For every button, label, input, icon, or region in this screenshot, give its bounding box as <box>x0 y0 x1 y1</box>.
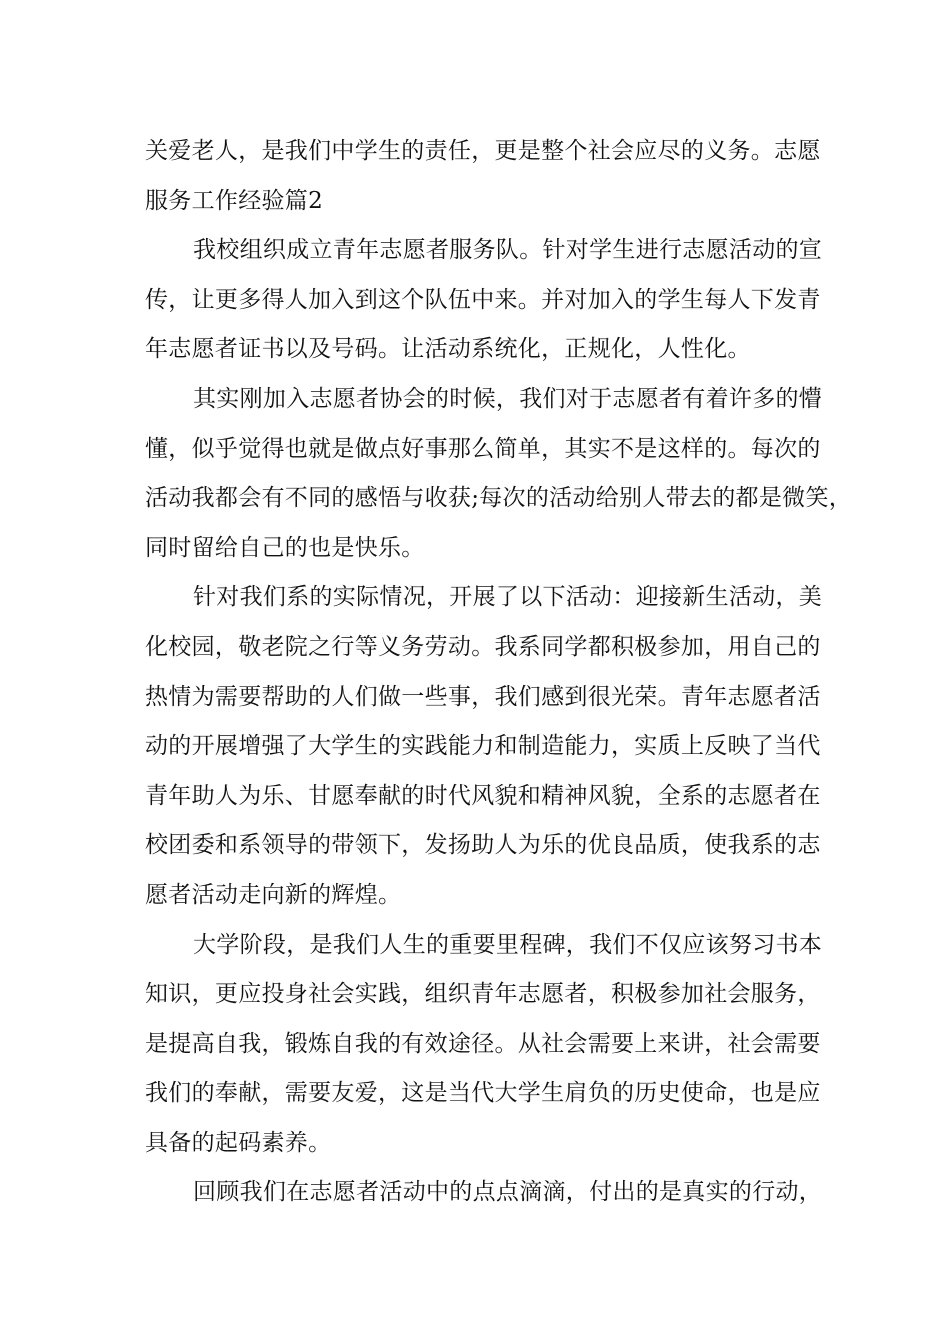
text-line: 愿者活动走向新的辉煌。 <box>145 881 402 908</box>
text-line: 动的开展增强了大学生的实践能力和制造能力，实质上反映了当代 <box>145 733 821 760</box>
text-line: 校团委和系领导的带领下，发扬助人为乐的优良品质，使我系的志 <box>145 832 821 859</box>
text-line: 针对我们系的实际情况，开展了以下活动：迎接新生活动，美 <box>193 584 823 611</box>
text-line: 我校组织成立青年志愿者服务队。针对学生进行志愿活动的宣 <box>193 237 823 264</box>
text-line: 我们的奉献，需要友爱，这是当代大学生肩负的历史使命，也是应 <box>145 1080 821 1107</box>
text-line: 关爱老人，是我们中学生的责任，更是整个社会应尽的义务。志愿 <box>145 138 821 164</box>
text-line: 活动我都会有不同的感悟与收获;每次的活动给别人带去的都是微笑， <box>145 485 853 512</box>
text-line: 化校园，敬老院之行等义务劳动。我系同学都积极参加，用自己的 <box>145 633 821 660</box>
text-line: 服务工作经验篇2 <box>145 187 324 214</box>
text-line: 知识，更应投身社会实践，组织青年志愿者，积极参加社会服务， <box>145 981 821 1008</box>
text-line: 青年助人为乐、甘愿奉献的时代风貌和精神风貌，全系的志愿者在 <box>145 782 821 809</box>
text-line: 年志愿者证书以及号码。让活动系统化，正规化，人性化。 <box>145 336 751 363</box>
text-line: 懂，似乎觉得也就是做点好事那么简单，其实不是这样的。每次的 <box>145 435 821 462</box>
text-line: 热情为需要帮助的人们做一些事，我们感到很光荣。青年志愿者活 <box>145 683 821 710</box>
text-line: 回顾我们在志愿者活动中的点点滴滴，付出的是真实的行动， <box>193 1179 823 1206</box>
text-line: 是提高自我，锻炼自我的有效途径。从社会需要上来讲，社会需要 <box>145 1030 821 1057</box>
text-line: 其实刚加入志愿者协会的时候，我们对于志愿者有着许多的懵 <box>193 385 823 412</box>
text-line: 传，让更多得人加入到这个队伍中来。并对加入的学生每人下发青 <box>145 286 821 313</box>
text-line: 具备的起码素养。 <box>145 1129 332 1156</box>
text-line: 大学阶段，是我们人生的重要里程碑，我们不仅应该努习书本 <box>193 931 823 958</box>
document-body <box>145 127 853 1218</box>
text-line: 同时留给自己的也是快乐。 <box>145 534 425 561</box>
